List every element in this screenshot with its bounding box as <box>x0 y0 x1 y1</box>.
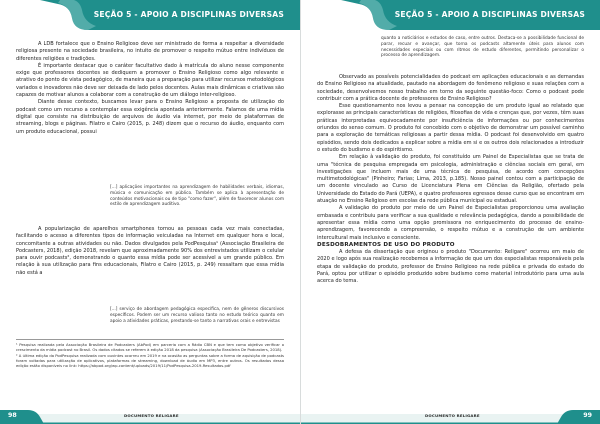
paragraph: Esse questionamento nos levou a pensar na concepção de um produto igual ao relatado que explorasse as principais características de religiões, filosofias de vida e crenças que, por vezes, têm suas práticas interpretadas equivocadamente por insuficiência de informações ou por conhecimentos oriundos do senso comum. O produto foi concebido com o objetivo de demonstrar um possível caminho para a exploração de temáticas religiosas a partir dessa mídia. O podcast foi desenvolvido em quatro episódios, sendo dois dedicados a explicar sobre a mídia em si e os outros dois relacionados a introduzir o estudo do budismo e do espiritismo. <box>317 103 584 153</box>
paragraph: Em relação à validação do produto, foi constituído um Painel de Especialistas que se trata de uma "técnica de pesquisa empregada em psicologia, administração e ciências sociais em geral, em investigações que incluem mais de uma técnica de pesquisa, de acordo com concepções multimetodológicas" (Pinheiro; Farias; Lima, 2013, p.185). Nosso painel contou com a participação de um docente vinculado ao Curso de Licenciatura Plena em Ciências da Religião, ofertado pela Universidade do Estado do Pará (UEPA), e quatro professores egressos desse curso que se encontram em atuação no Ensino Religioso em escolas da rede pública municipal ou estadual. <box>317 154 584 205</box>
header-title: SEÇÃO 5 - APOIO A DISCIPLINAS DIVERSAS <box>394 10 585 19</box>
block-quote: [...] serviço de abordagem pedagógica específica, nem de gêneros discursivos específicos. Podem ser um recurso valioso tanto no estudo teórico quanto em apoio a atividades práticas, prestando-se tanto a narrativas orais e entrevistas <box>110 307 284 324</box>
footnote: ¹ Pesquisa realizada pela Associação Brasileira de Podcasters (AbPod) em parceria com a Rádio CBN e que tem como objetivo verificar o crescimento da mídia podcast no Brasil. Os dados citados se referem à edição 2018 da pesquisa (Associação Brasileira De Podcasters, 2018). <box>16 343 284 353</box>
paragraph: Diante desse contexto, buscamos levar para o Ensino Religioso a proposta de utilização do podcast como um recurso a contemplar essa exigência apontada anteriormente. Falamos de uma mídia digital que consiste na distribuição de arquivos de áudio via internet, por meio de plataformas de streaming, blogs e páginas. Filatro e Cairo (2015, p. 248) dizem que o recurso do áudio, enquanto com um produto educacional, possui <box>16 99 284 135</box>
footer-label: DOCUMENTO RELIGARE <box>425 413 480 418</box>
block-quote-continued: quanto a noticiários e estudos de caso, entre outros. Destaca-se a possibilidade funcional de parar, recuar e avançar, que torna os podcasts altamente úteis para alunos com necessidades especiais ou com ritmos de estudo diferentes, permitindo personalizar o processo de aprendizagem. <box>381 36 584 59</box>
page-number: 99 <box>583 412 592 419</box>
body-text-top <box>16 41 284 136</box>
right-page <box>300 0 600 424</box>
section-heading: DESDOBRAMENTOS DE USO DO PRODUTO <box>317 241 455 248</box>
footnote: ² A última edição da PodPesquisa realizada com ouvintes ocorreu em 2019 e na ocasião as perguntas sobre a forma de aquisição de podcasts foram voltadas para utilização de aplicativos, plataformas de streaming, download de áudio em MP3, entre outros. Os resultados dessa edição estão disponíveis no link: https://abpod.org/wp-content/uploads/2019/11/PodPesquisa-2019-Resultados.pdf <box>16 354 284 369</box>
block-quote: [...] aplicações importantes na aprendizagem de habilidades verbais, idiomas, música e comunicação em público. Também se aplica à apresentação de conteúdos motivacionais ou de tipo "como fazer", além de favorecer alunos com estilo de aprendizagem auditivo. <box>110 185 284 208</box>
page-number: 98 <box>8 412 17 419</box>
paragraph: A validação do produto por meio de um Painel de Especialistas proporcionou uma avaliação embasada e contribuiu para verificar a sua qualidade e relevância pedagógica, dando a possibilidade de apresentar essa mídia como uma opção promissora no enriquecimento do processo de ensino-aprendizagem, favorecendo a compreensão, o respeito mútuo e a construção de um ambiente intercultural mais inclusivo e consciente. <box>317 205 584 241</box>
paragraph: A defesa da dissertação que originou o produto "Documento: Religare" ocorreu em maio de 2020 e logo após sua realização recebemos a informação de que um dos especialistas responsáveis pela etapa de validação do produto, professor de Ensino Religioso na rede pública e privada do estado do Pará, optou por utilizar o episódio produzido sobre budismo como material introdutório para uma aula acerca do tema. <box>317 249 584 285</box>
body-text-middle <box>16 226 284 277</box>
paragraph: É importante destacar que o caráter facultativo dado à matrícula do aluno nesse componente exige que professores docentes se dediquem a promover o Ensino Religioso como algo relevante e atrativo do ponto de vista pedagógico, de maneira que a preparação para utilizar recursos metodológicos variados e inovadores não deve ser deixada de lado pelos docentes. Aulas mais dinâmicas e criativas são capazes de motivar alunos a colaborar com a construção de um diálogo inter-religioso. <box>16 62 284 99</box>
header-title: SEÇÃO 5 - APOIO A DISCIPLINAS DIVERSAS <box>93 10 284 19</box>
header-band <box>0 0 300 32</box>
header-band <box>301 0 600 32</box>
paragraph: Observado as possíveis potencialidades do podcast em aplicações educacionais e as demandas do Ensino Religioso na atualidade, pautado na abordagem do fenômeno religioso e suas relações com a sociedade, desenvolvemos nosso trabalho em torno da seguinte questão-foco: Como o podcast pode contribuir com a prática docente de professores de Ensino Religioso? <box>317 74 584 102</box>
footnotes <box>16 339 284 370</box>
paragraph: A popularização de aparelhos smartphones tornou as pessoas cada vez mais conectadas, facilitando o acesso a diferentes tipos de informação veiculadas na Internet em qualquer hora e local, concomitante a outras atividades ou não. Dados divulgados pela PodPesquisa¹ (Associação Brasileira de Podcasters, 2018), edição 2018, revelam que aproximadamente 90% dos entrevistados utilizam o celular para ouvir podcasts², demonstrando o quanto essa mídia pode ser acessível a um grande público. Em relação à sua utilização para fins educacionais, Filatro e Cairo (2015, p. 249) ressaltam que essa mídia não está a <box>16 226 284 276</box>
footer-label: DOCUMENTO RELIGARE <box>124 413 179 418</box>
paragraph: A LDB fortalece que o Ensino Religioso deve ser ministrado de forma a respeitar a diversidade religiosa presente na sociedade brasileira, no intuito de promover o respeito mútuo entre indivíduos de diferentes religiões e tradições. <box>16 41 284 62</box>
body-text-main <box>317 74 584 286</box>
